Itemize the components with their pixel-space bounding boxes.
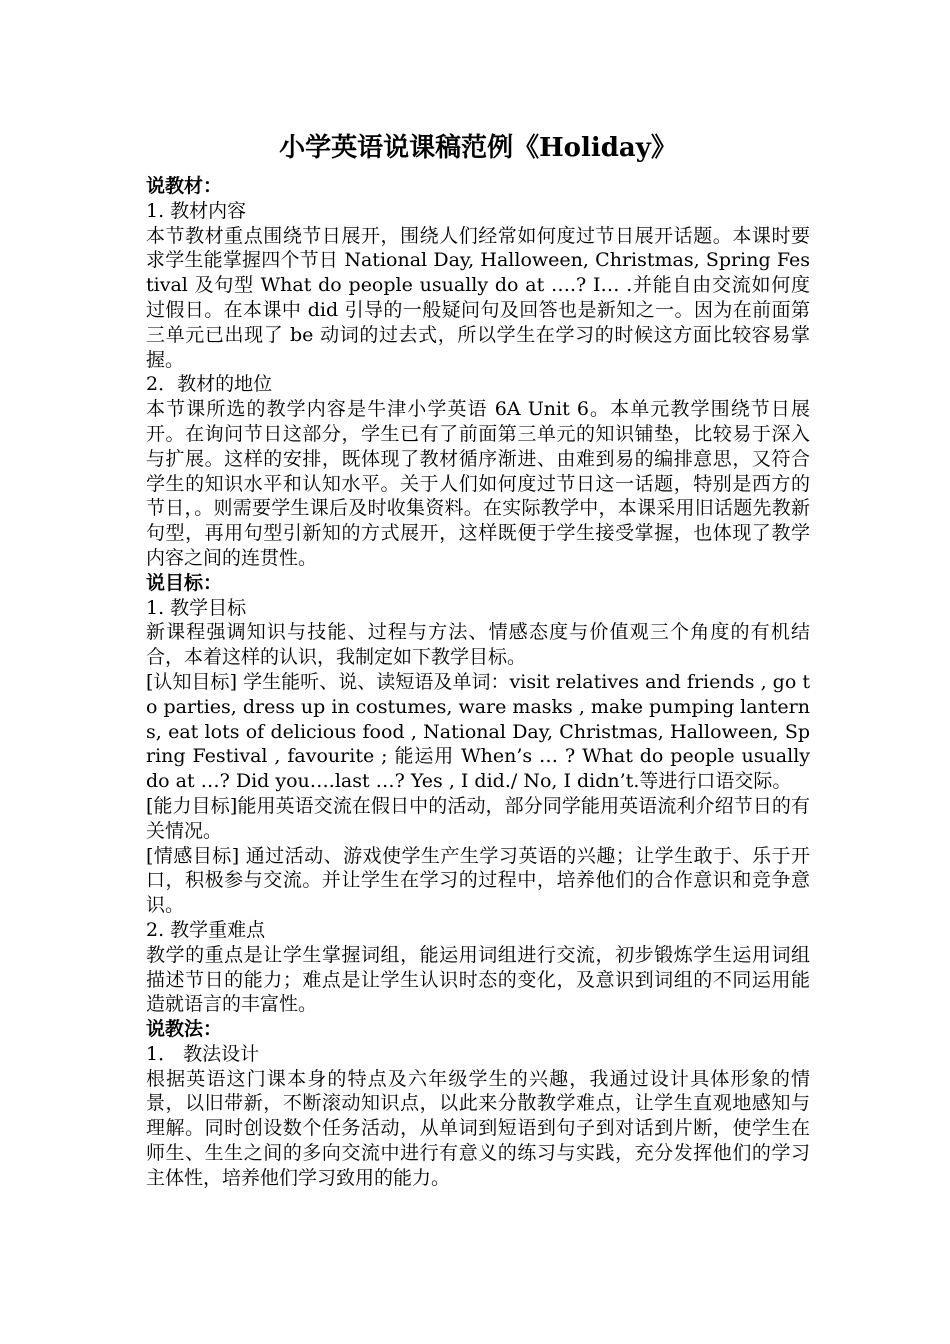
subheading-position: 2．教材的地位 [146, 373, 273, 396]
section-material [146, 174, 810, 571]
section-heading-goals: 说目标： [146, 571, 223, 594]
document-page [146, 130, 810, 1191]
section-goals [146, 571, 810, 1017]
paragraph-goals-intro: 新课程强调知识与技能、过程与方法、情感态度与价值观三个角度的有机结合，本着这样的认识，我制定如下教学目标。 [146, 621, 810, 669]
paragraph-method-design: 根据英语这门课本身的特点及六年级学生的兴趣，我通过设计具体形象的情景，以旧带新，不断滚动知识点，以此来分散教学难点，让学生直观地感知与理解。同时创设数个任务活动，从单词到短语到句子到对话到片断，使学生在师生、生生之间的多向交流中进行有意义的练习与实践，充分发挥他们的学习主体性，培养他们学习致用的能力。 [146, 1067, 810, 1189]
paragraph-ability-goal: [能力目标]能用英语交流在假日中的活动，部分同学能用英语流利介绍节日的有关情况。 [146, 794, 810, 842]
subheading-key-points: 2. 教学重难点 [146, 918, 266, 941]
subheading-teaching-goals: 1. 教学目标 [146, 596, 247, 619]
paragraph-position: 本节课所选的教学内容是牛津小学英语 6A Unit 6。本单元教学围绕节日展开。在询问节日这部分，学生已有了前面第三单元的知识铺垫，比较易于深入与扩展。这样的安排，既体现了教材循序渐进、由难到易的编排意思，又符合学生的知识水平和认知水平。关于人们如何度过节日这一话题，特别是西方的节日，。则需要学生课后及时收集资料。在实际教学中，本课采用旧话题先教新句型，再用句型引新知的方式展开，这样既便于学生接受掌握，也体现了教学内容之间的连贯性。 [146, 398, 810, 569]
paragraph-cognitive-goal: [认知目标] 学生能听、说、读短语及单词：visit relatives and friends , go to parties, dress up in costumes, ware masks , make pumping lanterns, eat lots of delicious food , National Day, Christmas, Halloween, Spring Festival , favourite ; 能运用 When’s … ? What do people usually do at …? Did you….last …? Yes , I did./ No, I didn’t.等进行口语交际。 [146, 670, 810, 793]
section-heading-methods: 说教法： [146, 1018, 223, 1041]
paragraph-content: 本节教材重点围绕节日展开，围绕人们经常如何度过节日展开话题。本课时要求学生能掌握四个节日 National Day, Halloween, Christmas, Spring Festival 及句型 What do people usually do at ….? I… .并能自由交流如何度过假日。在本课中 did 引导的一般疑问句及回答也是新知之一。因为在前面第三单元已出现了 be 动词的过去式，所以学生在学习的时候这方面比较容易掌握。 [146, 224, 810, 371]
paragraph-key-points: 教学的重点是让学生掌握词组，能运用词组进行交流，初步锻炼学生运用词组描述节日的能力；难点是让学生认识时态的变化，及意识到词组的不同运用能造就语言的丰富性。 [146, 943, 810, 1016]
paragraph-emotional-goal: [情感目标] 通过活动、游戏使学生产生学习英语的兴趣；让学生敢于、乐于开口，积极参与交流。并让学生在学习的过程中，培养他们的合作意识和竞争意识。 [146, 844, 810, 917]
document-title: 小学英语说课稿范例《Holiday》 [279, 133, 677, 163]
section-heading-material: 说教材： [146, 175, 223, 197]
section-methods [146, 1017, 810, 1191]
subheading-content: 1. 教材内容 [146, 199, 247, 222]
subheading-method-design: 1． 教法设计 [146, 1042, 260, 1065]
